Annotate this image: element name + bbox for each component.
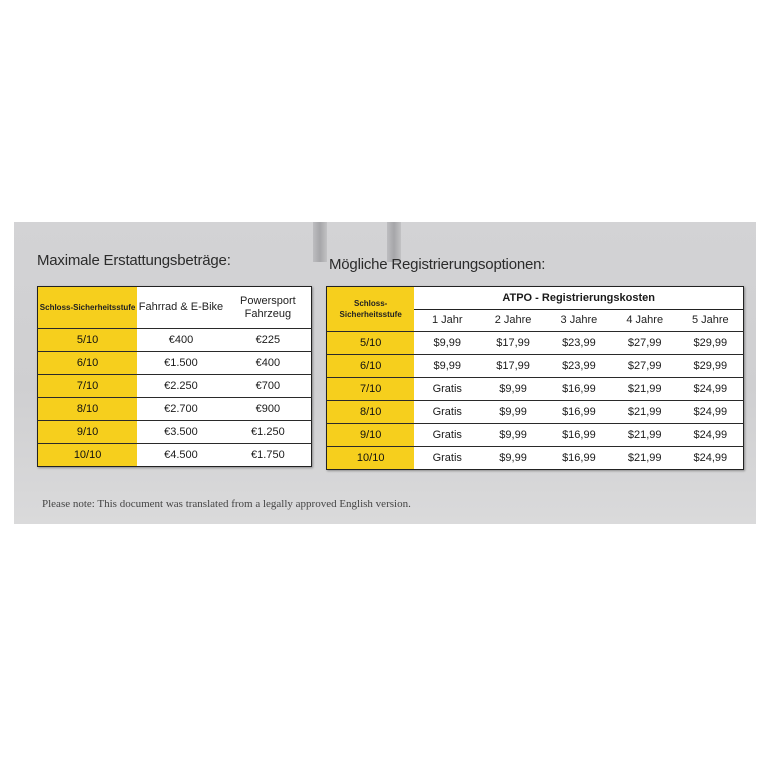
price-cell: $29,99 — [678, 355, 744, 378]
price-cell: Gratis — [414, 424, 480, 447]
powersport-value-cell: €900 — [225, 398, 312, 421]
table-row — [38, 352, 312, 375]
price-cell: $21,99 — [612, 378, 678, 401]
left-section-title: Maximale Erstattungsbeträge: — [37, 252, 231, 269]
powersport-value-cell: €700 — [225, 375, 312, 398]
translation-note: Please note: This document was translated from a legally approved English version. — [42, 498, 411, 510]
price-cell: $21,99 — [612, 424, 678, 447]
price-cell: $16,99 — [546, 378, 612, 401]
price-cell: $21,99 — [612, 447, 678, 470]
price-cell: Gratis — [414, 401, 480, 424]
price-cell: $24,99 — [678, 401, 744, 424]
price-cell: $27,99 — [612, 332, 678, 355]
year-2-header: 2 Jahre — [494, 314, 532, 326]
powersport-value-cell: €225 — [225, 329, 312, 352]
lock-level-cell: 6/10 — [38, 352, 138, 375]
bike-value-cell: €2.250 — [137, 375, 225, 398]
lock-level-cell: 10/10 — [327, 447, 415, 470]
lock-level-cell: 6/10 — [327, 355, 415, 378]
lock-level-cell: 8/10 — [327, 401, 415, 424]
price-cell: $24,99 — [678, 447, 744, 470]
bike-value-cell: €3.500 — [137, 421, 225, 444]
table-row — [38, 398, 312, 421]
price-cell: $24,99 — [678, 378, 744, 401]
powersport-value-cell: €1.750 — [225, 444, 312, 467]
table-row — [327, 355, 744, 378]
lock-level-cell: 9/10 — [38, 421, 138, 444]
lock-level-cell: 10/10 — [38, 444, 138, 467]
lock-level-header: Schloss-Sicherheitsstufe — [38, 287, 138, 329]
bike-header: Fahrrad & E-Bike — [138, 301, 224, 313]
lock-level-cell: 7/10 — [327, 378, 415, 401]
bike-value-cell: €1.500 — [137, 352, 225, 375]
registration-cost-table — [326, 286, 744, 470]
lock-level-cell: 5/10 — [327, 332, 415, 355]
table-row — [327, 424, 744, 447]
powersport-value-cell: €400 — [225, 352, 312, 375]
price-cell: $9,99 — [480, 401, 546, 424]
reimbursement-table — [37, 286, 312, 467]
lock-level-cell: 9/10 — [327, 424, 415, 447]
price-cell: $9,99 — [414, 332, 480, 355]
price-cell: $16,99 — [546, 401, 612, 424]
bike-value-cell: €4.500 — [137, 444, 225, 467]
table-row — [327, 378, 744, 401]
lock-level-header: Schloss-Sicherheitsstufe — [327, 287, 415, 332]
lock-level-cell: 7/10 — [38, 375, 138, 398]
atpo-cost-header: ATPO - Registrierungskosten — [414, 287, 743, 310]
price-cell: $29,99 — [678, 332, 744, 355]
price-cell: $21,99 — [612, 401, 678, 424]
lock-level-cell: 8/10 — [38, 398, 138, 421]
price-cell: $9,99 — [480, 378, 546, 401]
table-row — [327, 447, 744, 470]
right-section-title: Mögliche Registrierungsoptionen: — [329, 256, 546, 273]
price-cell: $9,99 — [414, 355, 480, 378]
year-4-header: 4 Jahre — [626, 314, 664, 326]
bike-value-cell: €2.700 — [137, 398, 225, 421]
price-cell: $23,99 — [546, 355, 612, 378]
price-cell: $27,99 — [612, 355, 678, 378]
price-cell: $16,99 — [546, 424, 612, 447]
powersport-value-cell: €1.250 — [225, 421, 312, 444]
table-row — [38, 375, 312, 398]
price-cell: $16,99 — [546, 447, 612, 470]
year-1-header: 1 Jahr — [431, 314, 463, 326]
price-cell: $17,99 — [480, 332, 546, 355]
table-row — [38, 444, 312, 467]
background-post-left — [313, 222, 327, 262]
lock-level-cell: 5/10 — [38, 329, 138, 352]
table-row — [327, 332, 744, 355]
price-cell: $9,99 — [480, 447, 546, 470]
year-3-header: 3 Jahre — [560, 314, 598, 326]
price-cell: $9,99 — [480, 424, 546, 447]
price-cell: Gratis — [414, 447, 480, 470]
price-cell: $24,99 — [678, 424, 744, 447]
table-row — [327, 401, 744, 424]
table-row — [38, 329, 312, 352]
table-row — [38, 421, 312, 444]
price-cell: $17,99 — [480, 355, 546, 378]
year-5-header: 5 Jahre — [691, 314, 729, 326]
powersport-header: Powersport Fahrzeug — [240, 294, 296, 320]
bike-value-cell: €400 — [137, 329, 225, 352]
price-cell: $23,99 — [546, 332, 612, 355]
price-cell: Gratis — [414, 378, 480, 401]
